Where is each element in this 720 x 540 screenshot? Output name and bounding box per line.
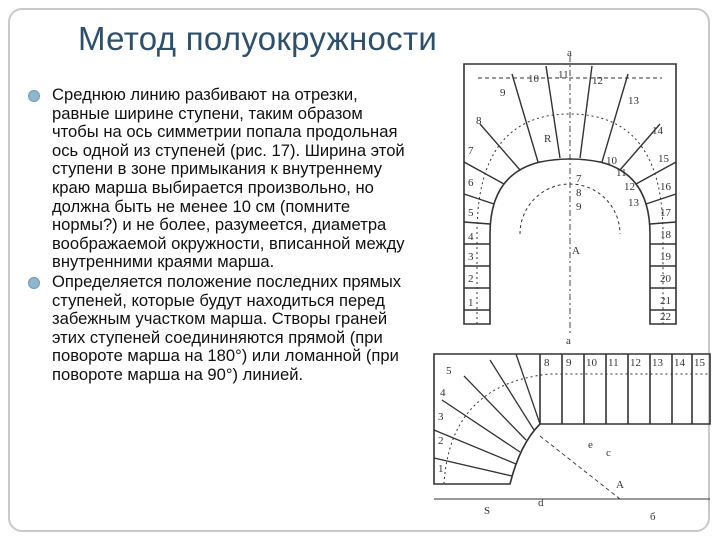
label-b: б (650, 511, 656, 523)
tread-num-top-right-4: 14 (652, 125, 663, 137)
tread-num-top-right-2: 12 (592, 75, 603, 87)
slide-title: Метод полуокружности (78, 20, 438, 57)
tread-num-bottom-4: 11 (608, 357, 619, 369)
tread-num-top-left-9: 2 (468, 273, 474, 285)
label-a-top: а (567, 47, 572, 59)
tread-num-bottom-5: 12 (630, 357, 641, 369)
bullet-dot-icon (28, 277, 40, 289)
tread-num-top-right-10: 20 (660, 273, 671, 285)
tread-num-inner-2: 8 (576, 187, 582, 199)
label-A-bottom: A (616, 479, 624, 491)
tread-num-top-left-8: 3 (468, 251, 474, 263)
label-d: d (538, 497, 544, 509)
tread-num-top-left-4: 7 (468, 145, 474, 157)
bullet-item-1 (24, 86, 414, 272)
tread-num-top-left-1: 10 (528, 73, 539, 85)
label-e: e (588, 439, 593, 451)
label-c: c (606, 447, 611, 459)
tread-num-top-right-7: 17 (660, 207, 671, 219)
tread-num-bottom-3: 10 (586, 357, 597, 369)
bullet-item-2 (24, 273, 414, 385)
tread-num-top-right-6: 16 (660, 181, 671, 193)
bullet-list (24, 86, 414, 386)
tread-num-inner-7: 13 (628, 197, 639, 209)
tread-num-top-right-8: 18 (660, 229, 671, 241)
tread-num-bottom-2: 9 (566, 357, 572, 369)
label-S: S (484, 505, 491, 517)
tread-num-bottom-left-1: 5 (446, 365, 452, 377)
tread-num-top-right-9: 19 (660, 251, 671, 263)
tread-num-top-left-5: 6 (468, 177, 474, 189)
tread-num-top-right-11: 21 (660, 295, 671, 307)
tread-num-top-left-2: 9 (500, 87, 506, 99)
bottom-stair-plan (434, 354, 710, 499)
tread-num-top-left-10: 1 (468, 297, 474, 309)
tread-num-bottom-8: 15 (694, 357, 705, 369)
tread-num-bottom-7: 14 (674, 357, 685, 369)
tread-num-top-left-7: 4 (468, 231, 474, 243)
tread-num-top-right-5: 15 (658, 153, 669, 165)
bullet-dot-icon (28, 90, 40, 102)
tread-num-top-left-3: 8 (476, 115, 482, 127)
tread-num-inner-1: 7 (576, 173, 582, 185)
tread-num-top-left-6: 5 (468, 207, 474, 219)
tread-num-inner-5: 11 (616, 167, 627, 179)
tread-num-inner-3: 9 (576, 201, 582, 213)
top-stair-plan (464, 56, 676, 334)
tread-num-top-right-12: 22 (660, 311, 671, 323)
tread-num-bottom-left-3: 3 (438, 411, 444, 423)
tread-num-bottom-1: 8 (544, 357, 550, 369)
tread-num-bottom-left-2: 4 (440, 387, 446, 399)
bullet-text-1: Среднюю линию разбивают на отрезки, равные ширине ступени, таким образом чтобы на ось симметрии попала продольная ось одной из ступеней (рис. 17). Ширина этой ступени в зоне примыкания к внутреннему краю марша выбирается произвольно, но должна быть не менее 10 см (помните нормы?) и не более, разумеется, диаметра воображаемой окружности, вписанной между внутренними краями марша. (52, 85, 405, 272)
label-R: R (544, 133, 552, 145)
tread-num-bottom-left-4: 2 (438, 435, 444, 447)
tread-num-top-right-1: 11 (558, 69, 569, 81)
tread-num-inner-6: 12 (624, 181, 635, 193)
stair-drawing (420, 44, 720, 540)
label-a-mid: а (566, 335, 571, 347)
tread-num-bottom-left-5: 1 (438, 463, 444, 475)
tread-num-bottom-6: 13 (652, 357, 663, 369)
tread-num-top-right-3: 13 (628, 95, 639, 107)
figure-labels (438, 47, 706, 523)
bullet-text-2: Определяется положение последних прямых ступеней, которые будут находиться перед забежным участком марша. Створы граней этих ступеней соедининяются прямой (при повороте марша на 180°) или ломанной (при повороте марша на 90°) линией. (52, 271, 402, 384)
tread-num-inner-4: 10 (606, 155, 617, 167)
label-A-top: A (572, 245, 580, 257)
